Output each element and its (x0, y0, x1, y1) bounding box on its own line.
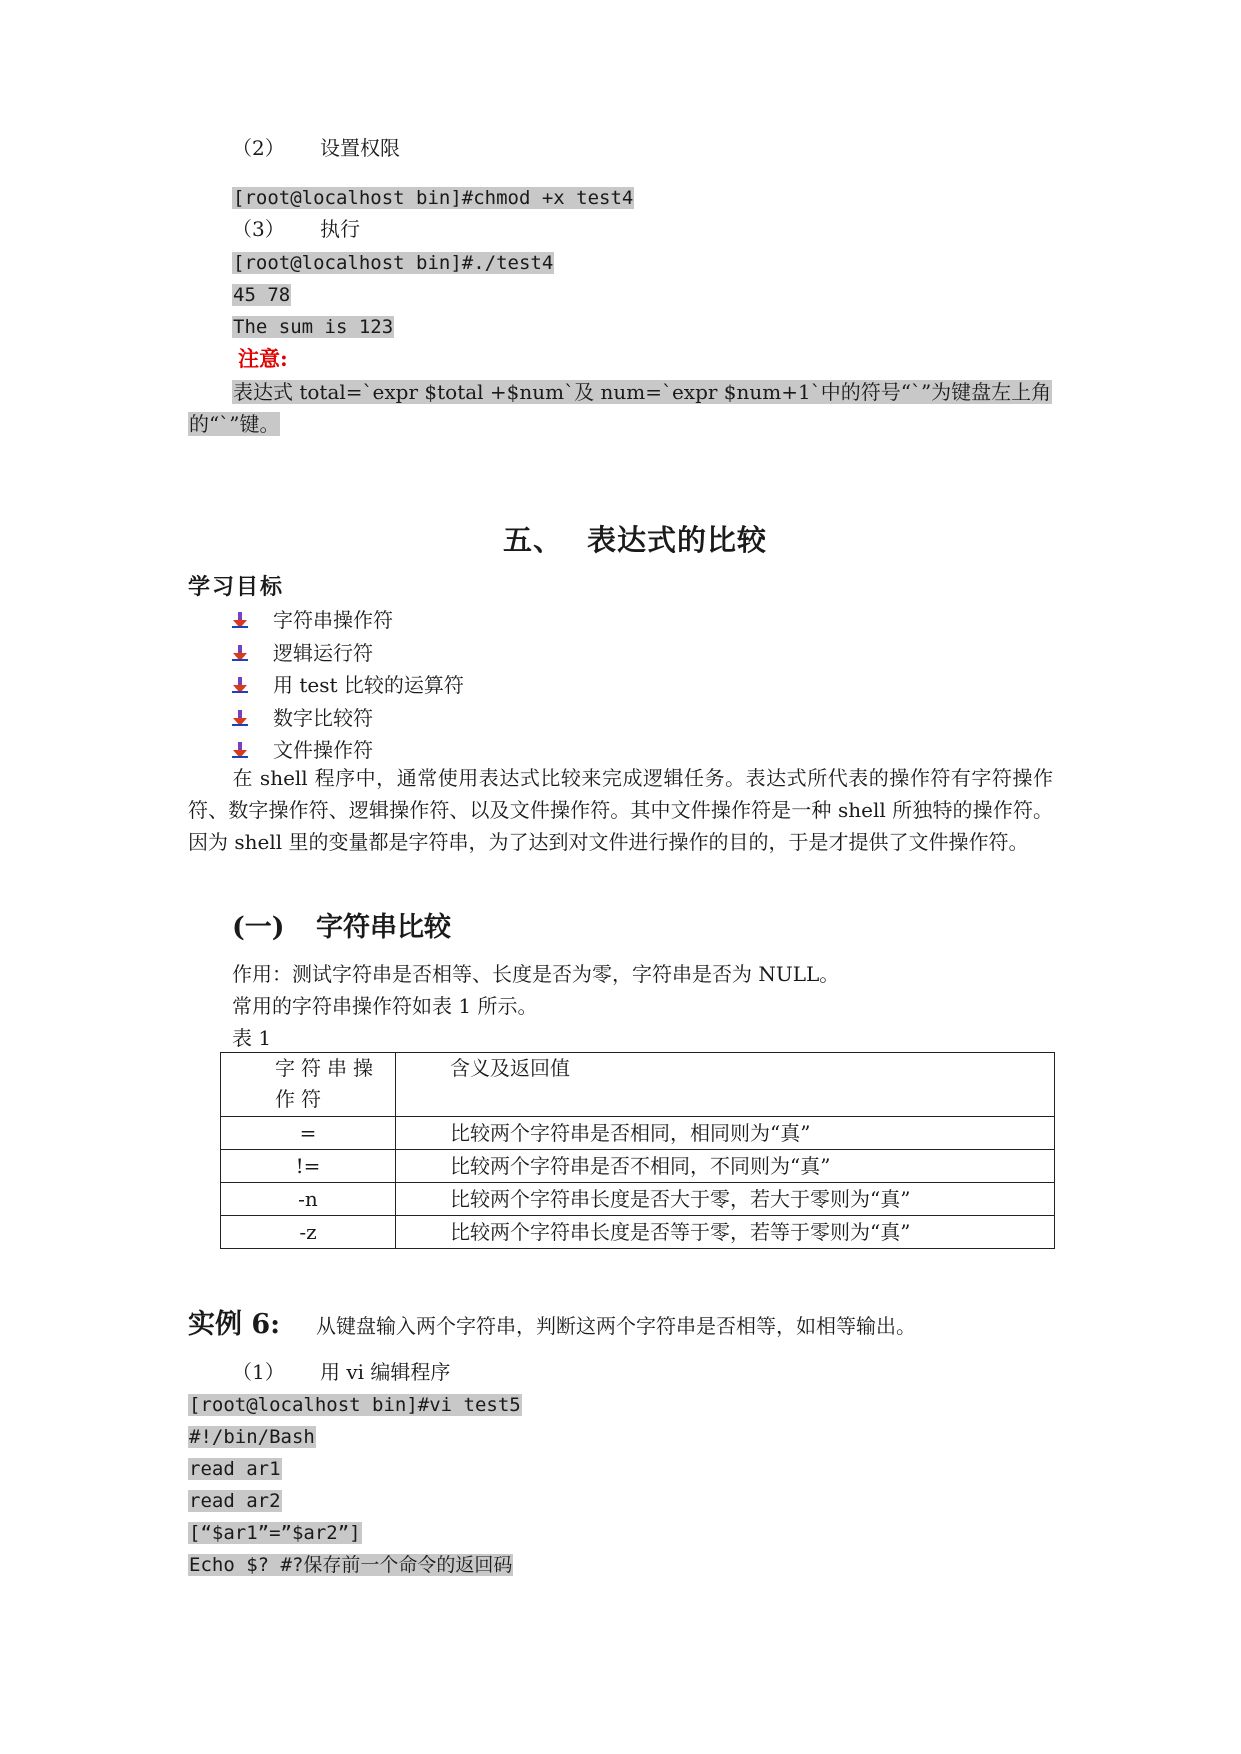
row-meaning: 比较两个字符串长度是否等于零，若等于零则为“真” (396, 1216, 1055, 1249)
purpose-line: 作用：测试字符串是否相等、长度是否为零，字符串是否为 NULL。 (232, 962, 840, 986)
row-meaning: 比较两个字符串是否相同，相同则为“真” (396, 1117, 1055, 1150)
table-caption: 表 1 (232, 1026, 272, 1050)
table-header-row (221, 1053, 1055, 1117)
code-line (188, 1519, 362, 1547)
code-line-text: read ar2 (189, 1490, 281, 1512)
header-meaning: 含义及返回值 (396, 1053, 1055, 1117)
note-line-1 (232, 378, 1052, 406)
subsection-heading (232, 905, 451, 944)
objective-item (232, 702, 464, 735)
header-operator (221, 1053, 396, 1117)
objective-text: 文件操作符 (273, 738, 373, 763)
row-operator: = (221, 1117, 396, 1150)
code-chmod (232, 184, 634, 212)
subsection-title: 字符串比较 (316, 912, 451, 943)
subsection-number: (一) (232, 912, 285, 943)
intro-text: 在 shell 程序中，通常使用表达式比较来完成逻辑任务。表达式所代表的操作符有字符操作符、数字操作符、逻辑操作符、以及文件操作符。其中文件操作符是一种 shell 所独特的操作符。因为 shell 里的变量都是字符串，为了达到对文件进行操作的目的，于是才提供了文件操作符。 (188, 766, 1053, 854)
arrow-down-icon (232, 645, 248, 661)
arrow-down-icon (232, 677, 248, 693)
code-line-text: #!/bin/Bash (189, 1426, 315, 1448)
objective-item (232, 604, 464, 637)
string-operators-table (220, 1052, 1055, 1249)
header-operator-text: 字符串操作符 (275, 1056, 379, 1111)
objective-text: 字符串操作符 (273, 608, 393, 633)
row-operator: -n (221, 1183, 396, 1216)
table-row (221, 1117, 1055, 1150)
arrow-down-icon (232, 710, 248, 726)
objective-text: 数字比较符 (273, 705, 373, 730)
row-meaning: 比较两个字符串是否不相同，不同则为“真” (396, 1150, 1055, 1183)
code-chmod-text: [root@localhost bin]#chmod +x test4 (233, 187, 634, 209)
objective-text: 逻辑运行符 (273, 640, 373, 665)
code-line-text: [“$ar1”=”$ar2”] (189, 1522, 361, 1544)
output-line-2 (232, 313, 394, 341)
objectives-list (232, 604, 464, 767)
table-row (221, 1183, 1055, 1216)
note-line-2-text: 的“`”键。 (189, 412, 280, 436)
objective-item (232, 637, 464, 670)
code-line (188, 1551, 513, 1579)
note-line-1-text: 表达式 total=`expr $total +$num`及 num=`expr $num+1`中的符号“`”为键盘左上角 (233, 380, 1052, 404)
objectives-title: 学习目标 (188, 574, 285, 600)
table-intro: 常用的字符串操作符如表 1 所示。 (232, 994, 538, 1018)
code-line-text: read ar1 (189, 1458, 281, 1480)
example-heading (188, 1302, 916, 1341)
table-row (221, 1216, 1055, 1249)
section-title: 表达式的比较 (587, 523, 768, 557)
example-step-1-text: 用 vi 编辑程序 (320, 1360, 451, 1384)
objective-item (232, 669, 464, 702)
code-line (188, 1391, 522, 1419)
step-2-number: （2） (232, 136, 285, 160)
code-line-text: [root@localhost bin]#vi test5 (189, 1394, 521, 1416)
code-run (232, 249, 554, 277)
example-label: 实例 6: (188, 1309, 281, 1340)
code-line (188, 1455, 282, 1483)
step-3 (232, 215, 360, 243)
table-row (221, 1150, 1055, 1183)
arrow-down-icon (232, 612, 248, 628)
note-title: 注意: (238, 346, 288, 371)
code-line (188, 1423, 316, 1451)
output-line-1-text: 45 78 (233, 284, 291, 306)
output-line-2-text: The sum is 123 (233, 316, 394, 338)
note-line-2 (188, 410, 280, 438)
code-line-text: Echo $? #?保存前一个命令的返回码 (189, 1554, 513, 1576)
step-3-number: （3） (232, 217, 285, 241)
objective-text: 用 test 比较的运算符 (273, 673, 464, 698)
step-2-text: 设置权限 (320, 136, 400, 160)
section-heading (503, 518, 767, 559)
code-run-text: [root@localhost bin]#./test4 (233, 252, 554, 274)
step-3-text: 执行 (320, 217, 360, 241)
code-line (188, 1487, 282, 1515)
example-step-1 (232, 1358, 450, 1386)
section-number: 五、 (503, 523, 564, 557)
example-step-1-number: （1） (232, 1360, 285, 1384)
row-operator: != (221, 1150, 396, 1183)
row-operator: -z (221, 1216, 396, 1249)
arrow-down-icon (232, 742, 248, 758)
row-meaning: 比较两个字符串长度是否大于零，若大于零则为“真” (396, 1183, 1055, 1216)
note-heading (238, 345, 288, 373)
intro-paragraph (188, 762, 1053, 858)
example-text: 从键盘输入两个字符串，判断这两个字符串是否相等，如相等输出。 (316, 1314, 916, 1338)
output-line-1 (232, 281, 291, 309)
step-2 (232, 134, 400, 162)
